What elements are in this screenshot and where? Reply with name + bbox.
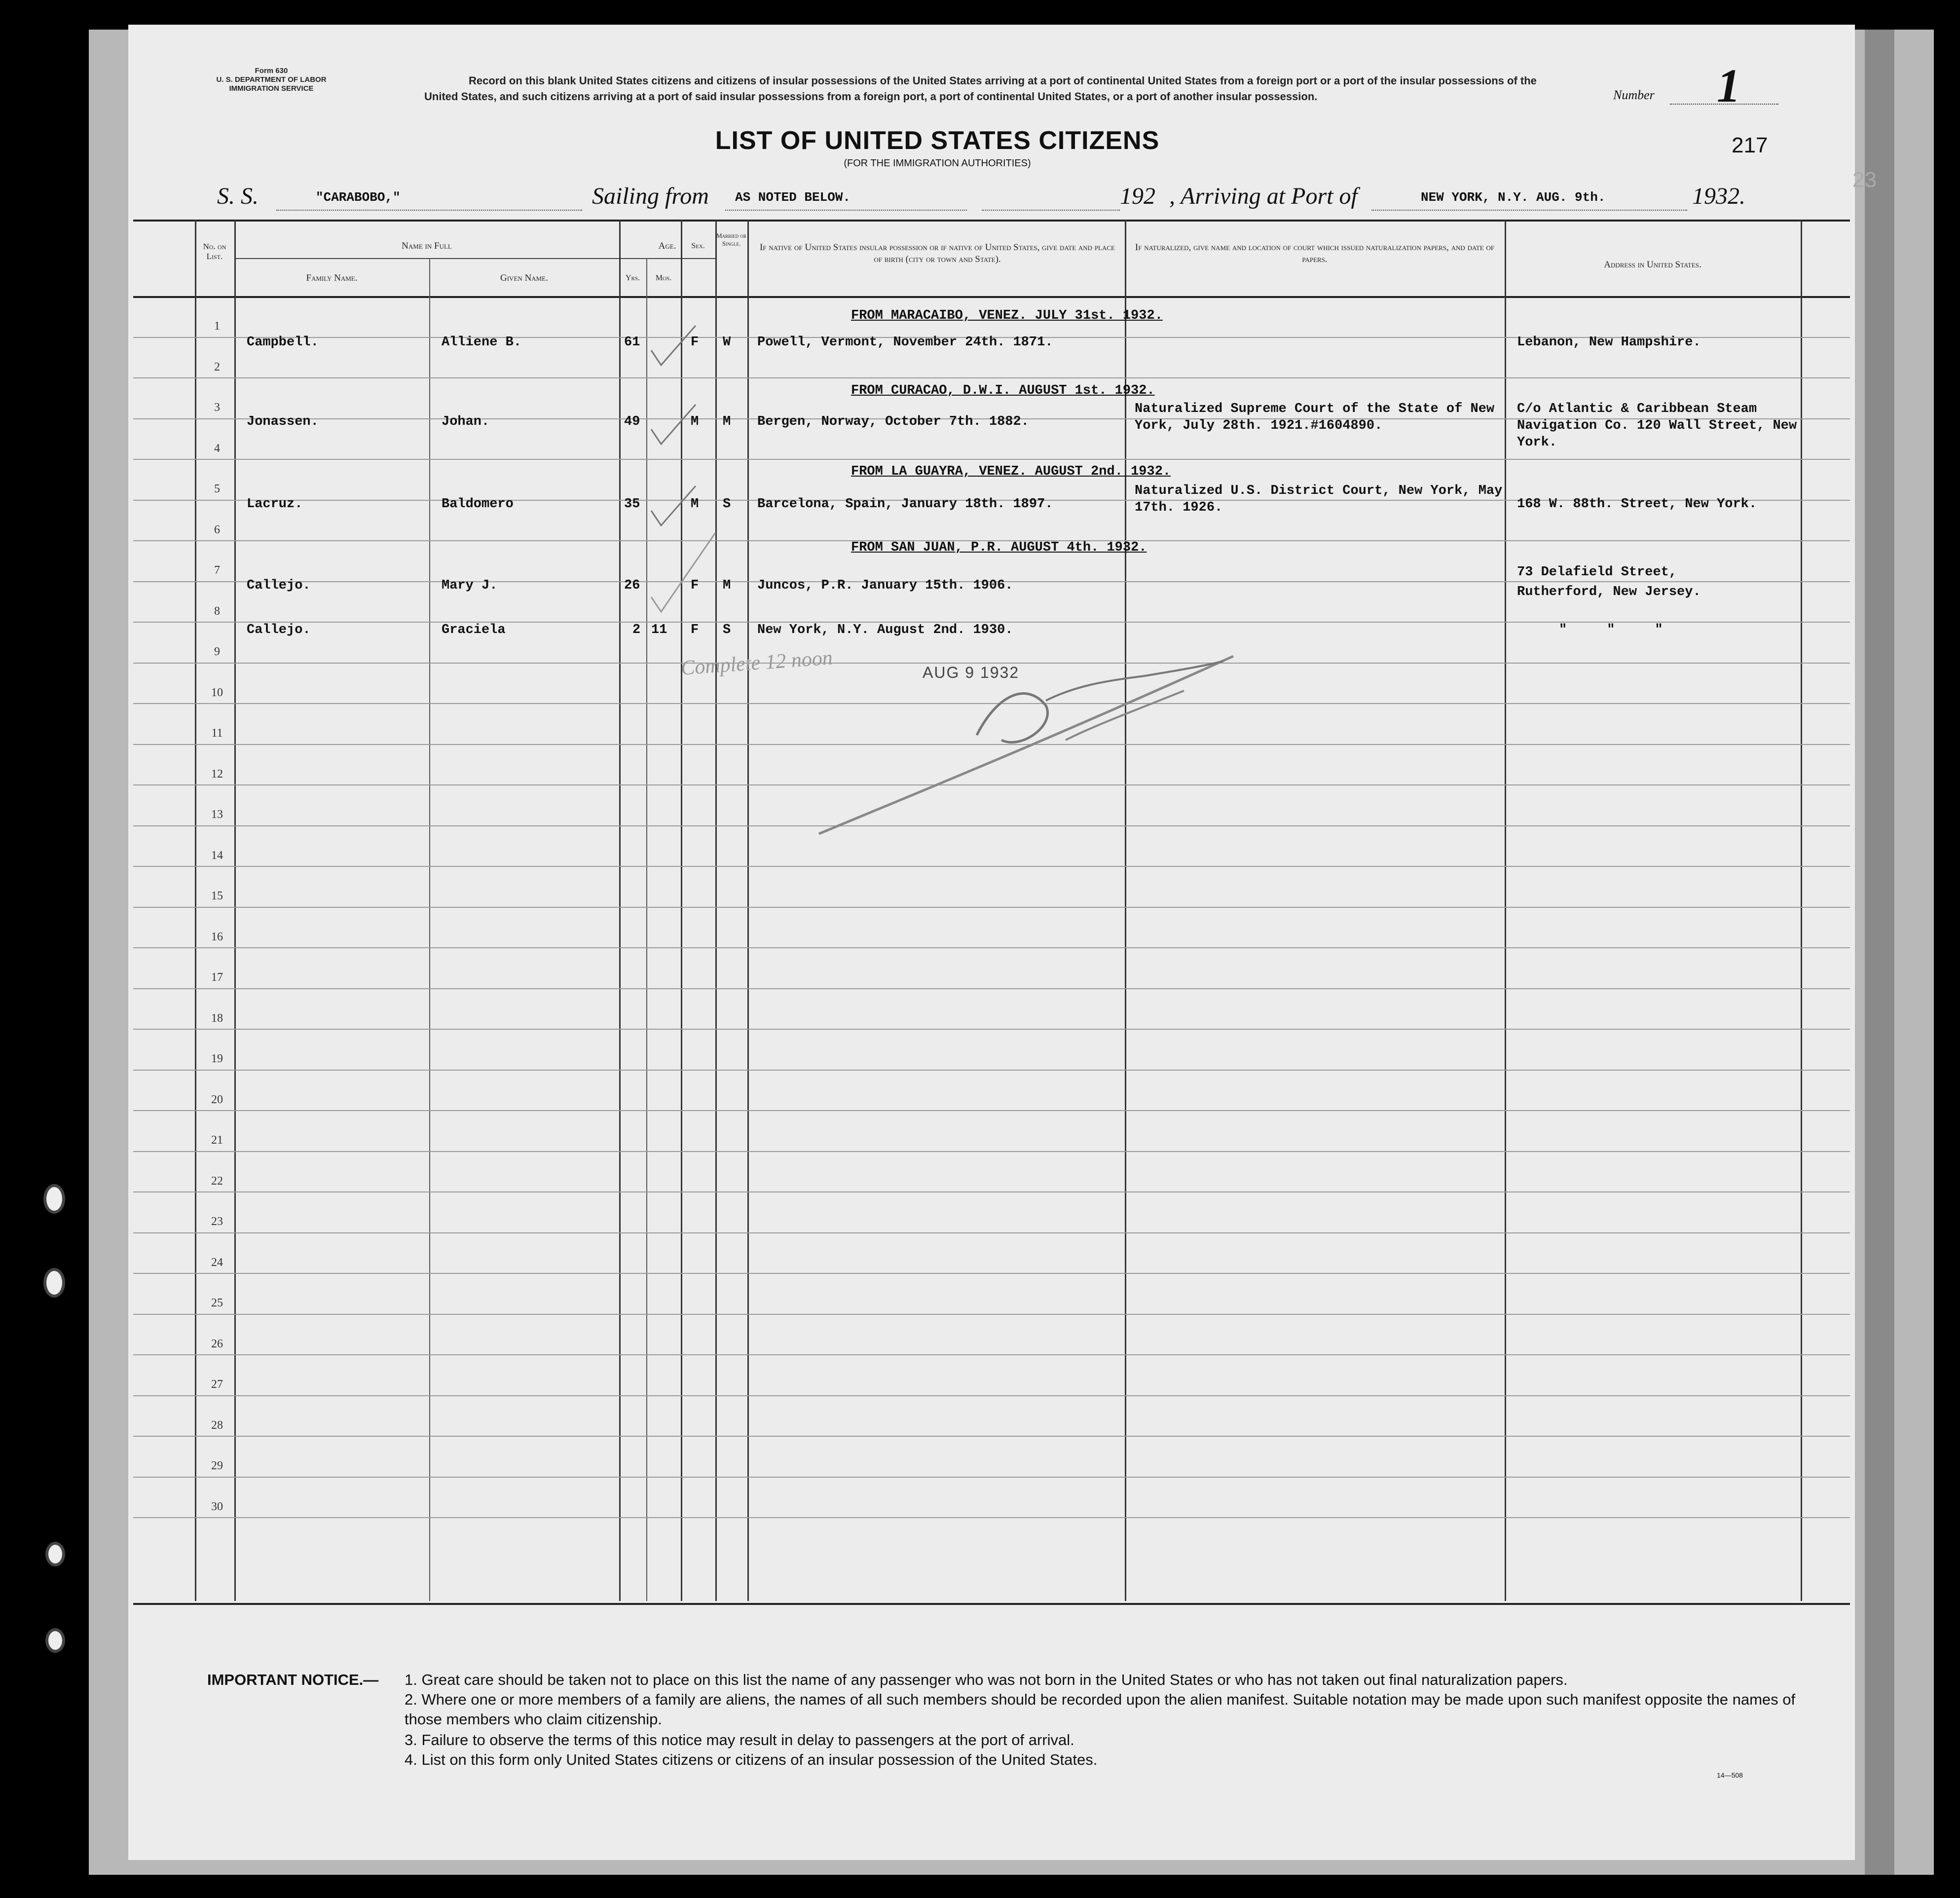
naturalization-cell: Naturalized Supreme Court of the State of New York, July 28th. 1921.#1604890. (1135, 402, 1495, 433)
form-instructions: Record on this blank United States citizens and citizens of insular possessions of the United States arriving at a port of continental United States from a foreign port or a port of the insular possessions of the United States, and such citizens arriving at a port of said insular possessions from a foreign port, a port of continental United States, or a port of another insular possession. (424, 74, 1537, 103)
family-name-cell: Callejo. (247, 623, 311, 637)
address-cell: C/o Atlantic & Caribbean Steam Navigation Co. 120 Wall Street, New York. (1517, 402, 1797, 450)
row-number: 14 (211, 849, 223, 862)
given-name-cell: Baldomero (442, 497, 514, 512)
ship-name: "CARABOBO," (316, 190, 401, 205)
given-name-cell: Johan. (442, 414, 490, 429)
header-name-in-full: Name in Full (402, 241, 452, 251)
row-number: 17 (211, 971, 223, 984)
header-native-birth: If native of United States insular possession or if native of United States, give date and place of birth (city or town and State). (759, 242, 1115, 264)
header-divider (133, 296, 1850, 298)
punch-hole-icon (45, 1542, 65, 1566)
row-number: 7 (214, 564, 220, 577)
row-number: 10 (211, 686, 223, 699)
punch-hole-icon (39, 338, 68, 367)
marital-status-cell: S (723, 497, 731, 512)
row-number: 22 (211, 1174, 223, 1188)
punch-hole-icon (42, 599, 64, 628)
row-number: 21 (211, 1134, 223, 1147)
row-divider (133, 1354, 1850, 1355)
sex-cell: M (691, 414, 699, 429)
date-stamp: AUG 9 1932 (923, 664, 1020, 681)
arriving-label: , Arriving at Port of (1169, 183, 1358, 209)
form-identifier (192, 67, 350, 93)
row-number: 15 (211, 890, 223, 902)
ss-label: S. S. (217, 183, 259, 209)
marital-status-cell: S (723, 623, 731, 637)
row-number: 20 (211, 1093, 223, 1106)
year-prefix: 192 (1120, 183, 1155, 209)
family-name-cell: Campbell. (247, 335, 319, 350)
page-number: 217 (1732, 133, 1768, 157)
row-number: 30 (211, 1500, 223, 1513)
row-number: 18 (211, 1011, 223, 1025)
row-divider (133, 1273, 1850, 1274)
form-code: 14—508 (1717, 1771, 1743, 1779)
row-divider (133, 1314, 1850, 1315)
row-number: 25 (211, 1297, 223, 1309)
notice-label: IMPORTANT NOTICE.— (207, 1671, 379, 1688)
row-number: 24 (211, 1256, 223, 1269)
row-divider (133, 1436, 1850, 1437)
header-number: No. on List. (203, 242, 226, 261)
family-name-cell: Lacruz. (247, 497, 303, 512)
header-months: Mos. (655, 274, 672, 282)
family-name-cell: Callejo. (247, 578, 311, 593)
header-given-name: Given Name. (500, 273, 548, 283)
check-marks (641, 321, 740, 666)
notice-item: 2. Where one or more members of a family are aliens, the names of all such members should be recorded upon the alien manifest. Suitable notation may be made upon such manifest opposite the names of those members who claim citizenship. (405, 1691, 1796, 1728)
section-heading: FROM CURACAO, D.W.I. AUGUST 1st. 1932. (851, 383, 1155, 398)
section-heading: FROM LA GUAYRA, VENEZ. AUGUST 2nd. 1932. (851, 464, 1171, 479)
header-married-single: Married or Single. (716, 232, 746, 247)
section-heading: FROM MARACAIBO, VENEZ. JULY 31st. 1932. (851, 308, 1163, 323)
punch-hole-icon (43, 1268, 65, 1298)
address-cell: " " " (1559, 623, 1663, 637)
row-divider (133, 907, 1850, 908)
notice-item: 4. List on this form only United States citizens or citizens of an insular possession of the United States. (405, 1751, 1098, 1768)
row-number: 13 (211, 808, 223, 821)
row-number: 26 (211, 1337, 223, 1350)
row-divider (133, 1070, 1850, 1071)
punch-hole-icon (43, 1184, 65, 1214)
number-label: Number (1613, 88, 1655, 102)
row-number: 6 (214, 523, 220, 536)
punch-hole-icon (42, 252, 68, 281)
row-divider (133, 377, 1850, 378)
sex-cell: F (691, 578, 699, 593)
row-divider (133, 1232, 1850, 1233)
row-divider (133, 1151, 1850, 1152)
birth-place-cell: New York, N.Y. August 2nd. 1930. (757, 623, 1013, 637)
marital-status-cell: M (723, 578, 731, 593)
age-years-cell: 61 (624, 335, 640, 350)
row-number: 9 (214, 645, 220, 658)
row-number: 23 (211, 1215, 223, 1228)
row-number: 5 (214, 483, 220, 495)
punch-hole-icon (42, 686, 66, 714)
age-years-cell: 49 (624, 414, 640, 429)
sex-cell: F (691, 335, 699, 350)
row-number: 4 (214, 442, 220, 455)
department-name: U. S. DEPARTMENT OF LABOR (216, 75, 327, 84)
section-heading: FROM SAN JUAN, P.R. AUGUST 4th. 1932. (851, 540, 1147, 555)
row-divider (133, 988, 1850, 989)
row-divider (133, 947, 1850, 948)
row-divider (133, 1517, 1850, 1518)
sailing-from: AS NOTED BELOW. (735, 190, 851, 205)
row-number: 2 (214, 360, 220, 373)
given-name-cell: Graciela (442, 623, 506, 637)
row-number: 28 (211, 1418, 223, 1432)
row-divider (133, 1395, 1850, 1396)
page-subtitle: (FOR THE IMMIGRATION AUTHORITIES) (844, 158, 1031, 169)
header-naturalized: If naturalized, give name and location of court which issued naturalization papers, and date of papers. (1135, 242, 1495, 264)
row-number: 19 (211, 1052, 223, 1065)
notice-item: 1. Great care should be taken not to place on this list the name of any passenger who was not born in the United States or who has not taken out final naturalization papers. (405, 1671, 1568, 1688)
sex-cell: M (691, 497, 699, 512)
address-cell: 168 W. 88th. Street, New York. (1517, 497, 1757, 512)
birth-place-cell: Powell, Vermont, November 24th. 1871. (757, 335, 1053, 350)
age-months-cell: 11 (651, 623, 667, 637)
pencil-annotation: Complete 12 noon (680, 646, 834, 680)
age-years-cell: 2 (632, 623, 641, 637)
address-cell: 73 Delafield Street, Rutherford, New Jersey. (1517, 565, 1701, 599)
row-divider (133, 1029, 1850, 1030)
row-number: 3 (214, 401, 220, 414)
sheet-edge (1865, 30, 1894, 1875)
page-title: LIST OF UNITED STATES CITIZENS (715, 126, 1160, 155)
row-number: 11 (211, 727, 223, 740)
address-cell: Lebanon, New Hampshire. (1517, 335, 1701, 350)
list-number: 1 (1717, 59, 1740, 112)
marital-status-cell: W (723, 335, 731, 350)
row-number: 12 (211, 767, 223, 781)
form-number: Form 630 (255, 67, 288, 75)
sex-cell: F (691, 623, 699, 637)
row-divider (133, 1191, 1850, 1192)
birth-place-cell: Barcelona, Spain, January 18th. 1897. (757, 497, 1053, 512)
arriving-year: 1932. (1692, 183, 1745, 209)
row-divider (133, 866, 1850, 867)
age-years-cell: 35 (624, 497, 640, 512)
header-family-name: Family Name. (306, 273, 358, 283)
row-number: 27 (211, 1378, 223, 1391)
row-divider (133, 1110, 1850, 1111)
birth-place-cell: Juncos, P.R. January 15th. 1906. (757, 578, 1013, 593)
notice-item: 3. Failure to observe the terms of this notice may result in delay to passengers at the port of arrival. (405, 1731, 1074, 1749)
header-address: Address in United States. (1604, 260, 1701, 270)
age-years-cell: 26 (624, 578, 640, 593)
marital-status-cell: M (723, 414, 731, 429)
birth-place-cell: Bergen, Norway, October 7th. 1882. (757, 414, 1029, 429)
row-number: 29 (211, 1459, 223, 1472)
row-number: 8 (214, 604, 220, 618)
sailing-label: Sailing from (592, 183, 709, 209)
header-years: Yrs. (625, 274, 640, 282)
family-name-cell: Jonassen. (247, 414, 319, 429)
row-number: 1 (214, 320, 220, 333)
row-divider (133, 459, 1850, 460)
given-name-cell: Alliene B. (442, 335, 522, 350)
inspector-signature (789, 636, 1258, 844)
arriving-port: NEW YORK, N.Y. AUG. 9th. (1421, 190, 1606, 205)
side-number: 23 (1852, 168, 1877, 192)
row-divider (133, 1477, 1850, 1478)
punch-hole-icon (45, 1628, 65, 1653)
row-number: 16 (211, 930, 223, 943)
service-name: IMMIGRATION SERVICE (229, 84, 314, 93)
header-sex: Sex. (691, 242, 705, 250)
naturalization-cell: Naturalized U.S. District Court, New York, May 17th. 1926. (1135, 484, 1503, 515)
given-name-cell: Mary J. (442, 578, 498, 593)
header-age: Age. (658, 241, 676, 251)
